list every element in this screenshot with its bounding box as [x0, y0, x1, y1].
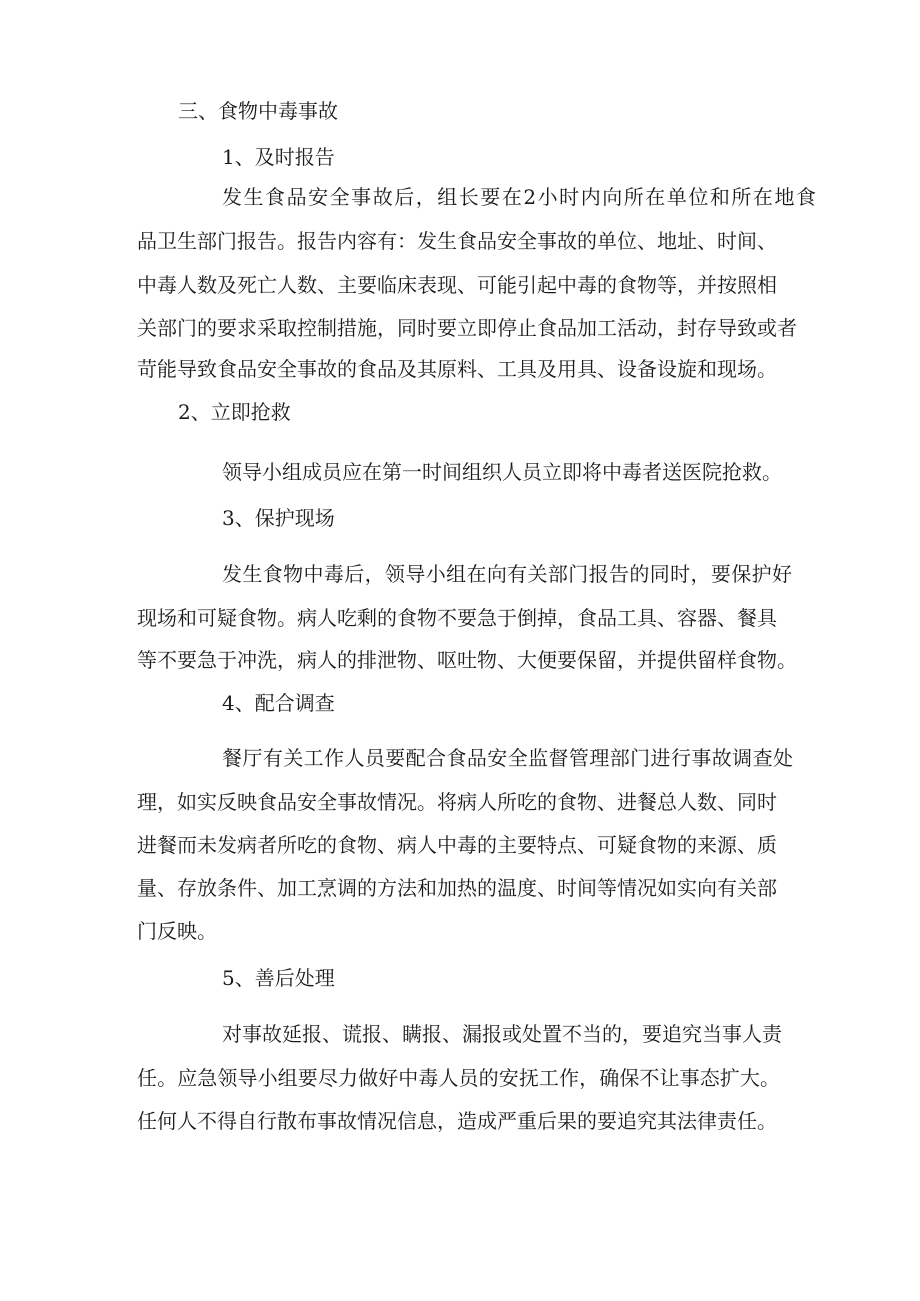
- heading-aftermath-handling: 5、善后处理: [222, 966, 335, 990]
- paragraph-line: 现场和可疑食物。病人吃剩的食物不要急于倒掉，食品工具、容器、餐具: [137, 606, 777, 630]
- paragraph-line: 发生食物中毒后，领导小组在向有关部门报告的同时，要保护好: [222, 562, 792, 586]
- section-title: 三、食物中毒事故: [178, 99, 338, 123]
- paragraph-line: 领导小组成员应在第一时间组织人员立即将中毒者送医院抢救。: [222, 460, 782, 484]
- paragraph-line: 门反映。: [137, 919, 217, 943]
- heading-timely-report: 1、及时报告: [222, 145, 335, 169]
- heading-cooperate-investigation: 4、配合调查: [222, 691, 335, 715]
- paragraph-line: 中毒人数及死亡人数、主要临床表现、可能引起中毒的食物等，并按照相: [137, 273, 777, 297]
- paragraph-line: 品卫生部门报告。报告内容有：发生食品安全事故的单位、地址、时间、: [137, 229, 777, 253]
- paragraph-line: 量、存放条件、加工烹调的方法和加热的温度、时间等情况如实向有关部: [137, 876, 777, 900]
- paragraph-line: 对事故延报、谎报、瞒报、漏报或处置不当的，要追究当事人责: [222, 1022, 782, 1046]
- heading-protect-scene: 3、保护现场: [222, 506, 335, 530]
- paragraph-line: 发生食品安全事故后，组长要在2小时内向所在单位和所在地食: [222, 185, 816, 209]
- heading-immediate-rescue: 2、立即抢救: [178, 400, 291, 424]
- paragraph-line: 关部门的要求采取控制措施，同时要立即停止食品加工活动，封存导致或者: [137, 316, 797, 340]
- paragraph-line: 任。应急领导小组要尽力做好中毒人员的安抚工作，确保不让事态扩大。: [137, 1066, 780, 1090]
- paragraph-line: 理，如实反映食品安全事故情况。将病人所吃的食物、进餐总人数、同时: [137, 790, 777, 814]
- paragraph-line: 进餐而未发病者所吃的食物、病人中毒的主要特点、可疑食物的来源、质: [137, 833, 777, 857]
- paragraph-line: 等不要急于冲洗，病人的排泄物、呕吐物、大便要保留，并提供留样食物。: [137, 648, 797, 672]
- paragraph-line: 餐厅有关工作人员要配合食品安全监督管理部门进行事故调查处: [222, 746, 793, 770]
- paragraph-line: 任何人不得自行散布事故情况信息，造成严重后果的要追究其法律责任。: [137, 1109, 777, 1133]
- paragraph-line: 苛能导致食品安全事故的食品及其原料、工具及用具、设备设旋和现场。: [137, 357, 777, 381]
